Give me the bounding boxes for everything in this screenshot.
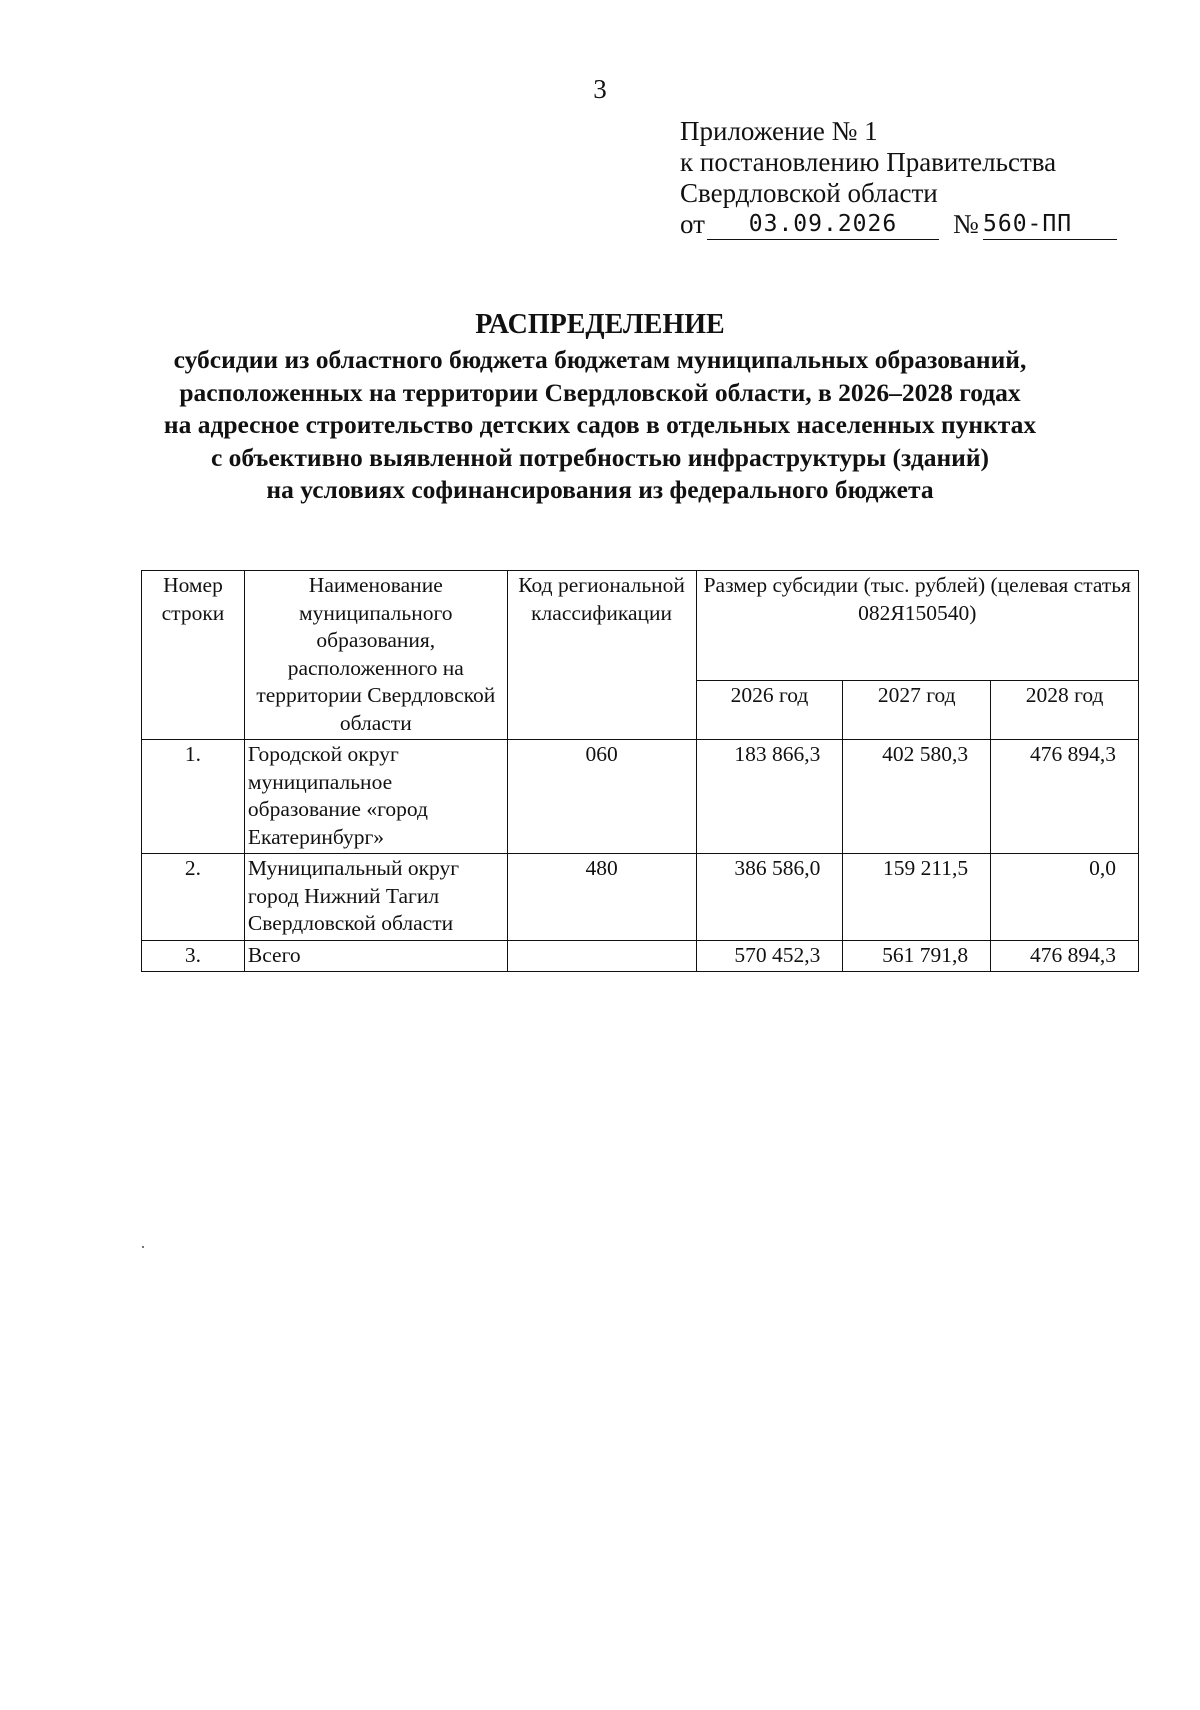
subsidy-2026: 183 866,3 bbox=[696, 740, 843, 854]
municipality-name: Городской округ муниципальное образование «город Екатеринбург» bbox=[244, 740, 507, 854]
subsidy-2027: 402 580,3 bbox=[843, 740, 991, 854]
table-row-total bbox=[142, 940, 1139, 972]
municipality-name: Муниципальный округ город Нижний Тагил Свердловской области bbox=[244, 854, 507, 941]
row-number: 3. bbox=[142, 940, 245, 972]
row-number: 1. bbox=[142, 740, 245, 854]
total-label: Всего bbox=[244, 940, 507, 972]
table-header-row bbox=[142, 571, 1139, 681]
total-2027: 561 791,8 bbox=[843, 940, 991, 972]
appendix-header bbox=[680, 116, 1120, 245]
region-code: 480 bbox=[507, 854, 696, 941]
title-main: РАСПРЕДЕЛЕНИЕ bbox=[475, 309, 725, 340]
total-2028: 476 894,3 bbox=[991, 940, 1139, 972]
title-line-2: расположенных на территории Свердловской области, в 2026–2028 годах bbox=[179, 377, 1021, 407]
page-number: 3 bbox=[593, 74, 607, 104]
header-code: Код региональной классификации bbox=[507, 571, 696, 740]
document-title bbox=[0, 308, 1200, 507]
table-row bbox=[142, 740, 1139, 854]
subsidy-2028: 0,0 bbox=[991, 854, 1139, 941]
subsidy-2026: 386 586,0 bbox=[696, 854, 843, 941]
total-2026: 570 452,3 bbox=[696, 940, 843, 972]
title-line-3: на адресное строительство детских садов в отдельных населенных пунктах bbox=[163, 410, 1037, 439]
order-date: 03.09.2026 bbox=[707, 209, 939, 240]
number-prefix: № bbox=[953, 209, 979, 239]
subsidy-2028: 476 894,3 bbox=[991, 740, 1139, 854]
title-line-4: с объективно выявленной потребностью инфраструктуры (зданий) bbox=[210, 442, 990, 472]
header-subsidy: Размер субсидии (тыс. рублей) (целевая статья 082Я150540) bbox=[696, 571, 1138, 681]
row-number: 2. bbox=[142, 854, 245, 941]
appendix-line-2: к постановлению Правительства bbox=[680, 147, 1057, 177]
appendix-line-3: Свердловской области bbox=[680, 178, 938, 208]
header-year-2026: 2026 год bbox=[696, 681, 843, 740]
title-line-5: на условиях софинансирования из федерального бюджета bbox=[266, 475, 934, 504]
region-code: 060 bbox=[507, 740, 696, 854]
scan-artifact bbox=[142, 1246, 144, 1248]
table-row bbox=[142, 854, 1139, 941]
title-subtitle bbox=[0, 344, 1200, 507]
header-year-2028: 2028 год bbox=[991, 681, 1139, 740]
subsidy-2027: 159 211,5 bbox=[843, 854, 991, 941]
order-number: 560-ПП bbox=[983, 209, 1117, 240]
appendix-line-1: Приложение № 1 bbox=[680, 116, 878, 146]
title-line-1: субсидии из областного бюджета бюджетам муниципальных образований, bbox=[173, 345, 1027, 374]
subsidy-distribution-table bbox=[141, 570, 1139, 972]
header-year-2027: 2027 год bbox=[843, 681, 991, 740]
region-code bbox=[507, 940, 696, 972]
header-name: Наименование муниципального образования, расположенного на территории Свердловской области bbox=[244, 571, 507, 740]
header-row-number: Номер строки bbox=[142, 571, 245, 740]
order-date-number-line bbox=[680, 209, 1120, 245]
date-prefix: от bbox=[680, 209, 705, 239]
